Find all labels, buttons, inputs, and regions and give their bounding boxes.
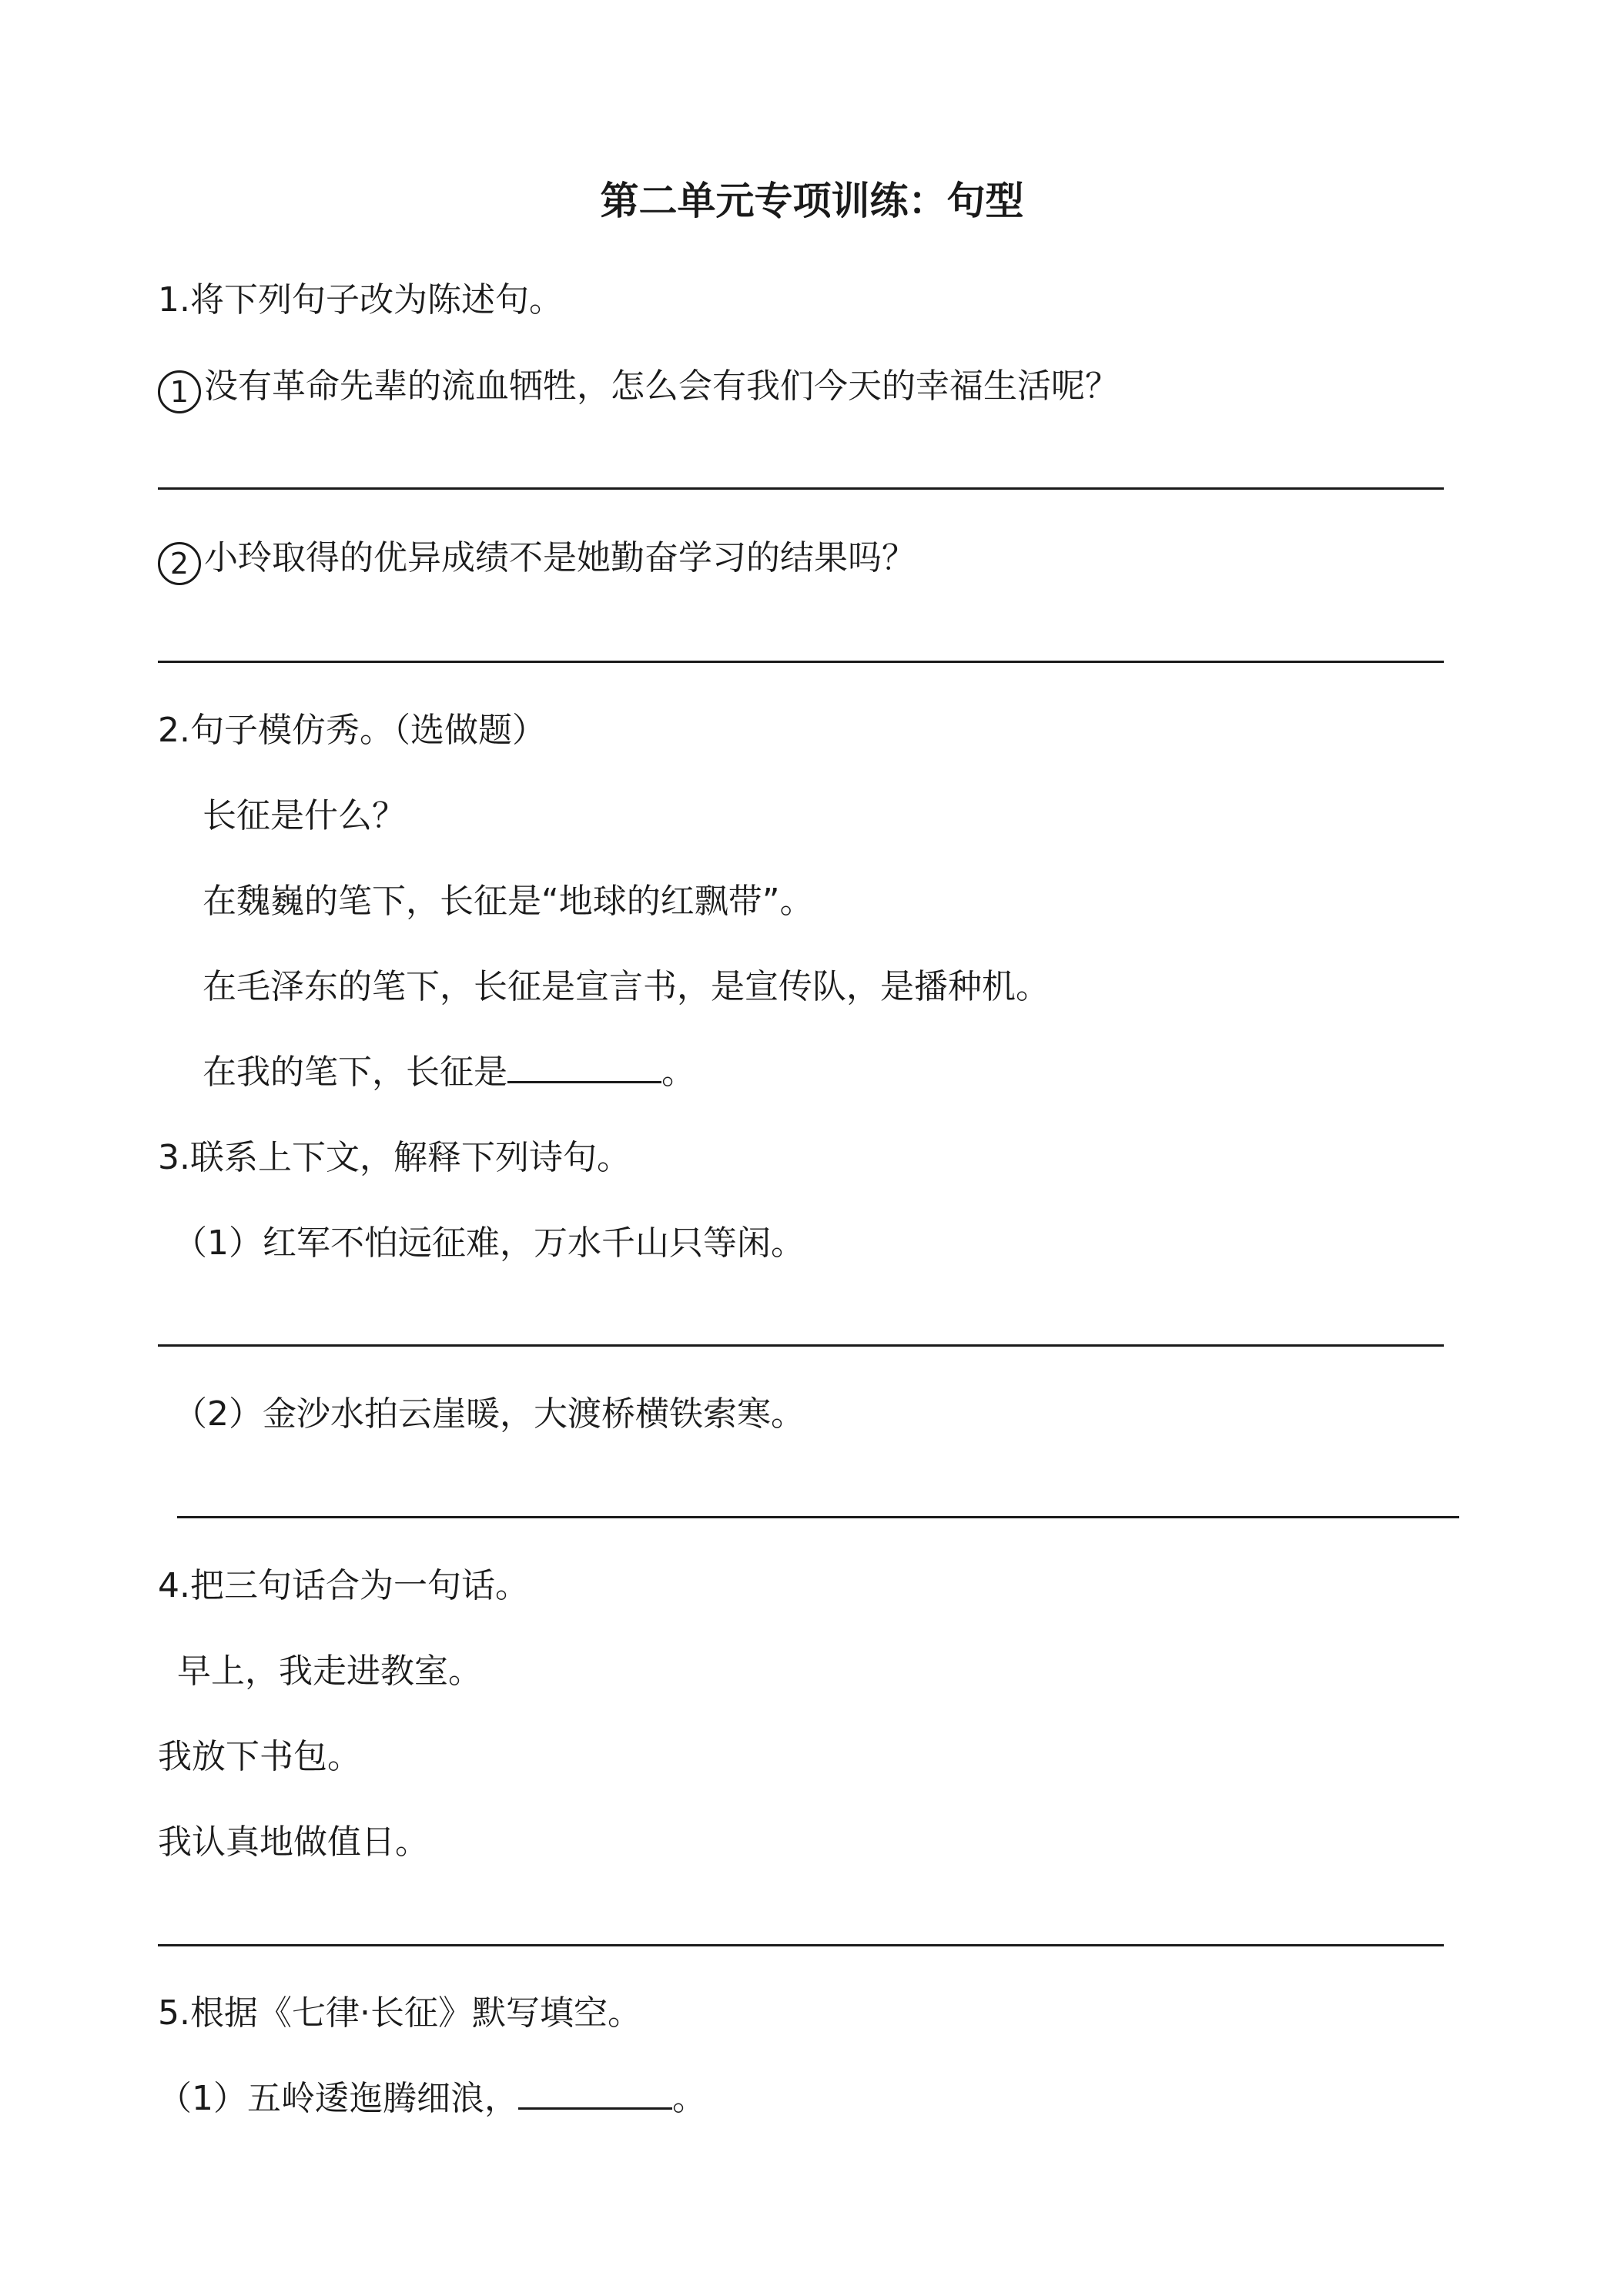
q1-item-2-text: 小玲取得的优异成绩不是她勤奋学习的结果吗？ xyxy=(204,538,916,577)
circled-number: 1 xyxy=(158,370,201,413)
answer-line[interactable] xyxy=(158,1344,1444,1347)
answer-line[interactable] xyxy=(177,1516,1459,1518)
q3-item-1: （1）红军不怕远征难，万水千山只等闲。 xyxy=(173,1223,805,1263)
q1-item-1-text: 没有革命先辈的流血牺牲，怎么会有我们今天的幸福生活呢？ xyxy=(204,366,1119,406)
q2-prompt: 2.句子模仿秀。（选做题） xyxy=(158,711,546,750)
answer-line[interactable] xyxy=(158,661,1444,663)
fill-blank[interactable] xyxy=(507,1076,661,1083)
q3-prompt: 3.联系上下文，解释下列诗句。 xyxy=(158,1138,631,1177)
q1-item-1 xyxy=(158,362,1119,411)
q5-item-1: （1）五岭逶迤腾细浪， 。 xyxy=(158,2079,706,2118)
circled-number: 2 xyxy=(158,542,201,585)
q2-line-2: 在魏巍的笔下，长征是“地球的红飘带”。 xyxy=(203,882,814,921)
fill-blank[interactable] xyxy=(518,2103,672,2110)
q1-item-2 xyxy=(158,534,916,583)
q3-item-2: （2）金沙水拍云崖暖，大渡桥横铁索寒。 xyxy=(173,1394,805,1434)
q4-line-2: 我放下书包。 xyxy=(158,1737,361,1776)
answer-line[interactable] xyxy=(158,1944,1444,1946)
q4-line-3: 我认真地做值日。 xyxy=(158,1822,429,1862)
q2-line-1: 长征是什么？ xyxy=(203,796,406,835)
page-title: 第二单元专项训练：句型 xyxy=(600,179,1024,223)
q1-prompt: 1.将下列句子改为陈述句。 xyxy=(158,280,563,320)
q2-line-3: 在毛泽东的笔下，长征是宣言书，是宣传队，是播种机。 xyxy=(203,967,1050,1006)
q2-fill-line: 在我的笔下，长征是 。 xyxy=(203,1053,695,1092)
q4-prompt: 4.把三句话合为一句话。 xyxy=(158,1566,529,1605)
q5-prompt: 5.根据《七律·长征》默写填空。 xyxy=(158,1993,641,2033)
answer-line[interactable] xyxy=(158,487,1444,490)
q4-line-1: 早上，我走进教室。 xyxy=(177,1652,482,1691)
